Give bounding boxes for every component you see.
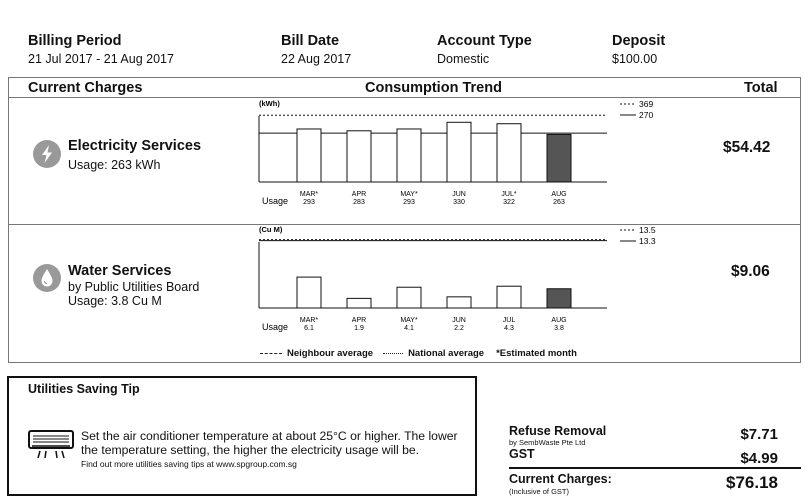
summary-divider: [509, 467, 801, 469]
chart-bar: [397, 129, 421, 182]
legend-estimated: *Estimated month: [496, 348, 577, 359]
chart-month-label: JUL: [502, 317, 516, 324]
billing-period-label: Billing Period: [28, 33, 122, 49]
water-total: $9.06: [731, 263, 770, 280]
chart-month-label: MAR*: [299, 191, 319, 198]
electricity-trend-chart: [250, 98, 670, 210]
water-title: Water Services: [68, 263, 172, 279]
chart-month-label: MAY*: [400, 191, 418, 198]
chart-bar: [547, 134, 571, 182]
lightning-bolt-icon: [33, 140, 61, 168]
chart-value-label: 293: [303, 199, 315, 206]
chart-value-label: 330: [453, 199, 465, 206]
electricity-total: $54.42: [723, 139, 771, 156]
tip-text: Set the air conditioner temperature at about 25°C or higher. The lower the temperature setting, the higher the electricity usage will be.: [81, 429, 458, 457]
chart-value-label: 293: [403, 199, 415, 206]
chart-bar: [547, 289, 571, 308]
chart-bar: [297, 277, 321, 308]
refuse-sub: by SembWaste Pte Ltd: [509, 438, 586, 447]
chart-month-label: JUN: [452, 317, 466, 324]
national-line-sample: [383, 353, 403, 354]
refuse-amount: $7.71: [740, 426, 778, 443]
billing-period-value: 21 Jul 2017 - 21 Aug 2017: [28, 52, 174, 66]
account-type-label: Account Type: [437, 33, 532, 49]
deposit-value: $100.00: [612, 52, 658, 66]
national-average-value: 270: [639, 110, 654, 120]
bill-date-label: Bill Date: [281, 33, 340, 49]
tip-heading: Utilities Saving Tip: [28, 382, 140, 396]
bill-date-value: 22 Aug 2017: [281, 52, 352, 66]
chart-value-label: 283: [353, 199, 365, 206]
chart-month-label: JUL*: [501, 191, 517, 198]
chart-month-label: AUG: [551, 191, 567, 198]
chart-bar: [347, 298, 371, 308]
chart-unit-label: (Cu M): [259, 225, 283, 234]
current-charges-label: Current Charges:: [509, 472, 612, 486]
chart-bar: [497, 286, 521, 308]
chart-value-label: 2.2: [454, 325, 464, 332]
neighbour-average-value: 13.5: [639, 225, 656, 235]
chart-bar: [347, 131, 371, 182]
electricity-usage: Usage: 263 kWh: [68, 158, 161, 172]
chart-unit-label: (kWh): [259, 99, 280, 108]
usage-axis-label: Usage: [262, 322, 289, 332]
chart-month-label: MAR*: [299, 317, 319, 324]
chart-value-label: 322: [503, 199, 515, 206]
neighbour-average-value: 369: [639, 99, 654, 109]
chart-bar: [297, 129, 321, 182]
chart-bar: [497, 124, 521, 182]
legend-national: National average: [408, 348, 485, 359]
chart-month-label: JUN: [452, 191, 466, 198]
usage-axis-label: Usage: [262, 196, 289, 206]
water-trend-chart: [250, 224, 670, 336]
chart-month-label: APR: [351, 191, 367, 198]
consumption-trend-heading: Consumption Trend: [365, 80, 502, 96]
current-charges-heading: Current Charges: [28, 80, 143, 96]
legend-neighbour: Neighbour average: [287, 348, 374, 359]
tip-more-link[interactable]: Find out more utilities saving tips at www.spgroup.com.sg: [81, 459, 297, 469]
electricity-title: Electricity Services: [68, 138, 202, 154]
water-usage: Usage: 3.8 Cu M: [68, 294, 162, 308]
chart-bar: [447, 297, 471, 308]
chart-value-label: 263: [553, 199, 565, 206]
chart-value-label: 6.1: [304, 325, 314, 332]
deposit-label: Deposit: [612, 33, 666, 49]
gst-label: GST: [509, 447, 535, 461]
total-heading: Total: [744, 80, 778, 96]
chart-month-label: APR: [351, 317, 367, 324]
water-provider: by Public Utilities Board: [68, 280, 200, 294]
chart-value-label: 3.8: [554, 325, 564, 332]
chart-value-label: 1.9: [354, 325, 364, 332]
chart-value-label: 4.1: [404, 325, 414, 332]
chart-bar: [447, 122, 471, 182]
current-charges-amount: $76.18: [726, 473, 778, 492]
gst-amount: $4.99: [740, 450, 778, 467]
current-charges-sub: (Inclusive of GST): [509, 487, 570, 496]
national-average-value: 13.3: [639, 236, 656, 246]
account-type-value: Domestic: [437, 52, 490, 66]
chart-month-label: AUG: [551, 317, 567, 324]
chart-month-label: MAY*: [400, 317, 418, 324]
chart-bar: [397, 287, 421, 308]
chart-legend: [260, 348, 577, 359]
neighbour-line-sample: [260, 353, 282, 354]
air-conditioner-icon: [28, 430, 74, 465]
chart-value-label: 4.3: [504, 325, 514, 332]
refuse-label: Refuse Removal: [509, 424, 607, 438]
water-drop-icon: [33, 264, 61, 292]
